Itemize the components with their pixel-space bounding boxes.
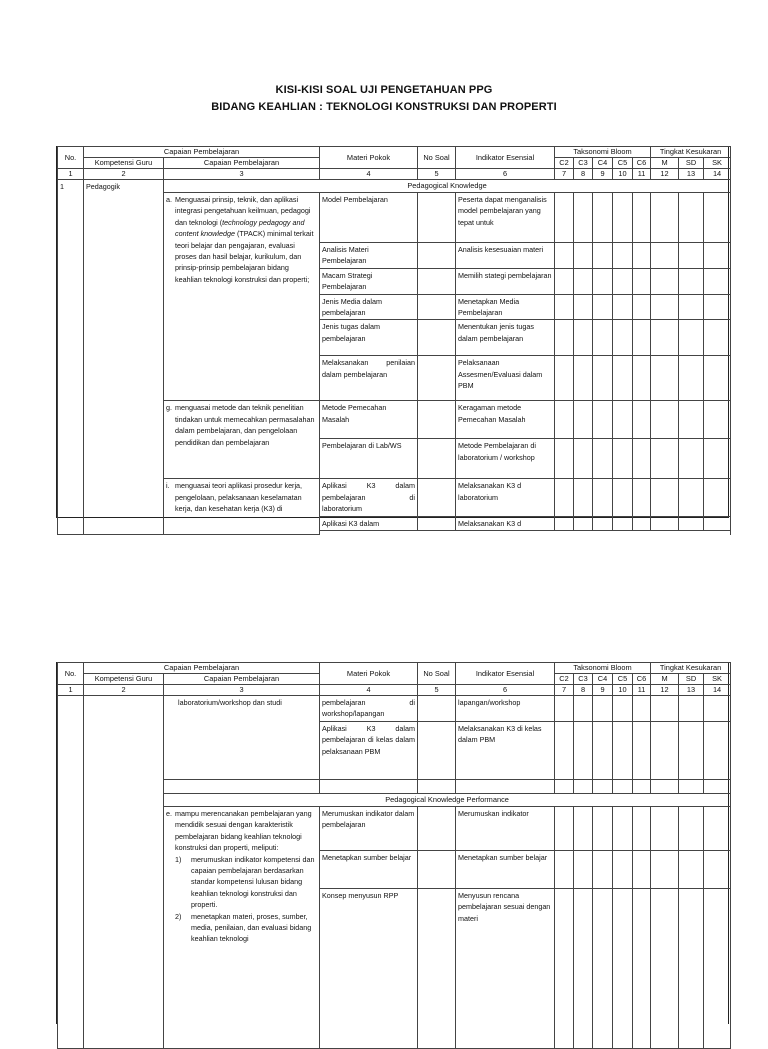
- indikator-cell: Merumuskan indikator: [456, 807, 555, 851]
- col-tingkat: Tingkat Kesukaran: [651, 663, 731, 674]
- nosoal-cell: [418, 889, 456, 1049]
- capaian-a-text: [175, 194, 317, 285]
- nosoal-cell: [418, 268, 456, 294]
- capaian-e-text: mampu merencanakan pembelajaran yang mendidik sesuai dengan karakteristik pembelajaran bidang keahlian teknologi konstruksi dan properti, meliputi:: [175, 809, 312, 853]
- list-marker: g.: [166, 403, 172, 413]
- sub-text: merumuskan indikator kompetensi dan capaian pembelajaran berdasarkan standar kompetensi lulusan bidang keahlian teknologi konstruksi dan properti.: [191, 854, 315, 910]
- materi-cell: Analisis Materi Pembelajaran: [320, 243, 418, 269]
- indikator-cell: Melaksanakan K3 d: [456, 516, 555, 530]
- col-taksonomi: Taksonomi Bloom: [555, 663, 651, 674]
- nosoal-cell: [418, 243, 456, 269]
- indikator-cell: Memilih stategi pembelajaran: [456, 268, 555, 294]
- col-capaian: Capaian Pembelajaran: [84, 147, 320, 158]
- col-materi: Materi Pokok: [320, 663, 418, 685]
- kompetensi-cell: Pedagogik: [84, 180, 164, 535]
- nosoal-cell: [418, 851, 456, 889]
- indikator-cell: lapangan/workshop: [456, 696, 555, 722]
- col-number: 9: [593, 685, 613, 696]
- col-c2: C2: [555, 158, 574, 169]
- materi-cell: Merumuskan indikator dalam pembelajaran: [320, 807, 418, 851]
- col-c5: C5: [613, 158, 633, 169]
- col-materi: Materi Pokok: [320, 147, 418, 169]
- kompetensi-cell: [84, 696, 164, 1049]
- col-sd: SD: [679, 674, 704, 685]
- materi-cell: Metode Pemecahan Masalah: [320, 401, 418, 439]
- list-marker: i.: [166, 481, 170, 491]
- col-c4: C4: [593, 674, 613, 685]
- col-number: 8: [574, 685, 593, 696]
- col-number: 3: [164, 685, 320, 696]
- indikator-cell: Menetapkan sumber belajar: [456, 851, 555, 889]
- col-number: 1: [58, 169, 84, 180]
- number-row: [58, 685, 731, 696]
- col-number: 10: [613, 685, 633, 696]
- col-number: 8: [574, 169, 593, 180]
- col-number: 5: [418, 685, 456, 696]
- col-tingkat: Tingkat Kesukaran: [651, 147, 731, 158]
- col-number: 14: [704, 685, 731, 696]
- capaian-a: [164, 193, 320, 401]
- col-number: 5: [418, 169, 456, 180]
- nosoal-cell: [418, 516, 456, 530]
- nosoal-cell: [418, 696, 456, 722]
- col-indikator: Indikator Esensial: [456, 147, 555, 169]
- materi-cell: Jenis tugas dalam pembelajaran: [320, 320, 418, 356]
- col-capaian: Capaian Pembelajaran: [84, 663, 320, 674]
- header-row: [58, 663, 731, 674]
- col-c2: C2: [555, 674, 574, 685]
- col-c3: C3: [574, 674, 593, 685]
- col-number: 7: [555, 169, 574, 180]
- col-number: 2: [84, 169, 164, 180]
- indikator-cell: Metode Pembelajaran di laboratorium / workshop: [456, 439, 555, 479]
- sub-marker: 1): [175, 854, 182, 864]
- capaian-e-sub-2: [175, 911, 317, 945]
- col-number: 4: [320, 169, 418, 180]
- materi-cell: Konsep menyusun RPP: [320, 889, 418, 1049]
- indikator-cell: Menyusun rencana pembelajaran sesuai dengan materi: [456, 889, 555, 1049]
- col-number: 12: [651, 685, 679, 696]
- section-pedagogical-knowledge-performance: Pedagogical Knowledge Performance: [164, 794, 731, 807]
- capaian-a-text-italic: technology pedagogy and content knowledge: [175, 217, 305, 239]
- col-number: 9: [593, 169, 613, 180]
- capaian-g-text: menguasai metode dan teknik penelitian tindakan untuk memecahkan permasalahan dalam pembelajaran, dan pengelolaan pendidikan dan pembelajaran: [175, 403, 315, 447]
- nosoal-cell: [418, 722, 456, 780]
- col-m: M: [651, 158, 679, 169]
- capaian-continued: laboratorium/workshop dan studi: [164, 696, 320, 780]
- col-capaian-sub: Capaian Pembelajaran: [164, 158, 320, 169]
- kisi-table-page-2: [56, 662, 729, 1024]
- kisi-table: [57, 146, 731, 535]
- col-number: 10: [613, 169, 633, 180]
- col-number: 1: [58, 685, 84, 696]
- col-c6: C6: [633, 674, 651, 685]
- list-marker: e.: [166, 809, 172, 818]
- col-nosoal: No Soal: [418, 147, 456, 169]
- capaian-a-text-1: Menguasai prinsip, teknik, dan aplikasi integrasi pengetahuan keilmuan, pedagogi dan teknologi (: [175, 195, 311, 227]
- nosoal-cell: [418, 294, 456, 320]
- indikator-cell: Menetapkan Media Pembelajaran: [456, 294, 555, 320]
- col-number: 6: [456, 169, 555, 180]
- materi-cell: Jenis Media dalam pembelajaran: [320, 294, 418, 320]
- sub-marker: 2): [175, 911, 182, 921]
- indikator-cell: Melaksanakan K3 d laboratorium: [456, 479, 555, 516]
- row-number: 1: [58, 180, 84, 535]
- col-m: M: [651, 674, 679, 685]
- list-marker: a.: [166, 195, 172, 204]
- header-row: [58, 147, 731, 158]
- nosoal-cell: [418, 320, 456, 356]
- col-number: 13: [679, 685, 704, 696]
- col-kompetensi: Kompetensi Guru: [84, 674, 164, 685]
- col-number: 4: [320, 685, 418, 696]
- col-indikator: Indikator Esensial: [456, 663, 555, 685]
- indikator-cell: Peserta dapat menganalisis model pembelajaran yang tepat untuk: [456, 193, 555, 243]
- row-number: [58, 696, 84, 1049]
- nosoal-cell: [418, 479, 456, 516]
- col-no: No.: [58, 663, 84, 685]
- capaian-e-sub-1: [175, 854, 317, 911]
- nosoal-cell: [418, 807, 456, 851]
- section-pedagogical-knowledge: Pedagogical Knowledge: [164, 180, 731, 193]
- col-nosoal: No Soal: [418, 663, 456, 685]
- document-title: KISI-KISI SOAL UJI PENGETAHUAN PPG: [275, 84, 493, 96]
- col-taksonomi: Taksonomi Bloom: [555, 147, 651, 158]
- materi-cell: Model Pembelajaran: [320, 193, 418, 243]
- col-number: 14: [704, 169, 731, 180]
- materi-cell: Aplikasi K3 dalam pembelajaran di kelas dalam pelaksanaan PBM: [320, 722, 418, 780]
- col-number: 3: [164, 169, 320, 180]
- col-sk: SK: [704, 674, 731, 685]
- sub-text: menetapkan materi, proses, sumber, media, penilaian, dan evaluasi bidang keahlian teknologi: [191, 911, 312, 944]
- col-number: 6: [456, 685, 555, 696]
- capaian-g: [164, 401, 320, 479]
- indikator-cell: Keragaman metode Pemecahan Masalah: [456, 401, 555, 439]
- col-number: 11: [633, 685, 651, 696]
- capaian-e: [164, 807, 320, 1049]
- col-number: 11: [633, 169, 651, 180]
- col-no: No.: [58, 147, 84, 169]
- indikator-cell: Pelaksanaan Assesmen/Evaluasi dalam PBM: [456, 356, 555, 401]
- materi-cell: Aplikasi K3 dalam: [320, 516, 418, 530]
- col-kompetensi: Kompetensi Guru: [84, 158, 164, 169]
- col-capaian-sub: Capaian Pembelajaran: [164, 674, 320, 685]
- document-subtitle: BIDANG KEAHLIAN : TEKNOLOGI KONSTRUKSI DAN PROPERTI: [211, 101, 557, 113]
- nosoal-cell: [418, 439, 456, 479]
- number-row: [58, 169, 731, 180]
- nosoal-cell: [418, 401, 456, 439]
- indikator-cell: Menentukan jenis tugas dalam pembelajaran: [456, 320, 555, 356]
- materi-cell: Macam Strategi Pembelajaran: [320, 268, 418, 294]
- capaian-e-body: [175, 808, 317, 945]
- col-c3: C3: [574, 158, 593, 169]
- col-c6: C6: [633, 158, 651, 169]
- materi-cell: pembelajaran di workshop/lapangan: [320, 696, 418, 722]
- kisi-table-page-1: [56, 146, 729, 528]
- col-number: 13: [679, 169, 704, 180]
- indikator-cell: Analisis kesesuaian materi: [456, 243, 555, 269]
- col-number: 2: [84, 685, 164, 696]
- section-row: [58, 180, 731, 193]
- capaian-i-text: menguasai teori aplikasi prosedur kerja, pengelolaan, pelaksanaan keselamatan kerja, dan kesehatan kerja (K3) di: [175, 481, 303, 514]
- materi-cell: Pembelajaran di Lab/WS: [320, 439, 418, 479]
- materi-cell: Aplikasi K3 dalam pembelajaran di laboratorium: [320, 479, 418, 516]
- nosoal-cell: [418, 193, 456, 243]
- col-number: 7: [555, 685, 574, 696]
- table-row: [58, 696, 731, 722]
- capaian-a-text-2: (TPACK) minimal terkait teori belajar dan pengajaran, evaluasi proses dan hasil belajar, kurikulum, dan prinsip-prinsip pembelajaran bidang keahlian teknologi konstruksi dan properti;: [175, 229, 314, 284]
- materi-cell: Menetapkan sumber belajar: [320, 851, 418, 889]
- nosoal-cell: [418, 356, 456, 401]
- col-sd: SD: [679, 158, 704, 169]
- kisi-table: [57, 662, 731, 1049]
- col-sk: SK: [704, 158, 731, 169]
- materi-cell: Melaksanakan penilaian dalam pembelajaran: [320, 356, 418, 401]
- col-c4: C4: [593, 158, 613, 169]
- col-c5: C5: [613, 674, 633, 685]
- col-number: 12: [651, 169, 679, 180]
- capaian-i: [164, 479, 320, 535]
- indikator-cell: Melaksanakan K3 di kelas dalam PBM: [456, 722, 555, 780]
